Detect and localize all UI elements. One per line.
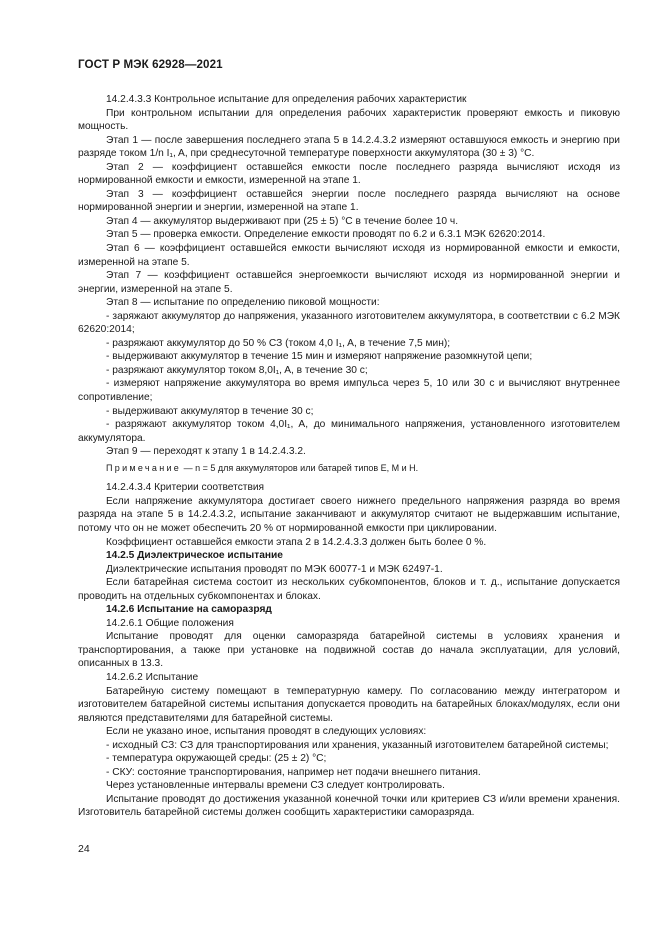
paragraph: 14.2.6.1 Общие положения [106,617,234,629]
document-body [78,93,620,820]
list-item: - разряжают аккумулятор током 8,0I₁, A, в течение 30 с; [106,364,368,376]
paragraph: Испытание проводят для оценки саморазряда батарейной системы в условиях хранения и транспортирования, а также при установке на подвижной состав до начала эксплуатации, для условий, описанных в 13.3. [78,631,620,670]
note-label: Примечание [106,462,182,473]
note-text: — n = 5 для аккумуляторов или батарей типов E, M и H. [183,462,419,473]
paragraph: 14.2.6.2 Испытание [106,671,199,683]
paragraph: Этап 9 — переходят к этапу 1 в 14.2.4.3.2. [106,446,306,458]
paragraph: Этап 1 — после завершения последнего этапа 5 в 14.2.4.3.2 измеряют оставшуюся емкость и энергию при разряде током 1/n I₁, A, при среднесуточной температуре поверхности аккумулятора (30 ± 3) °C. [78,134,620,160]
section-heading: 14.2.6 Испытание на саморазряд [106,604,272,616]
list-item: - выдерживают аккумулятор в течение 15 мин и измеряют напряжение разомкнутой цепи; [106,351,533,363]
paragraph: Если не указано иное, испытания проводят в следующих условиях: [106,726,427,738]
paragraph: Этап 5 — проверка емкости. Определение емкости проводят по 6.2 и 6.3.1 МЭК 62620:2014. [106,229,546,241]
paragraph: Батарейную систему помещают в температурную камеру. По согласованию между интегратором и изготовителем батарейной системы испытания допускается проводить на батарейных блоках/модулях, если они являются представителями для батарейной системы. [78,685,620,724]
list-item: - разряжают аккумулятор до 50 % СЗ (током 4,0 I₁, A, в течение 7,5 мин); [106,337,451,349]
paragraph: Если батарейная система состоит из нескольких субкомпонентов, блоков и т. д., испытание допускается проводить на отдельных субкомпонентах и блоках. [78,577,620,602]
paragraph: Этап 2 — коэффициент оставшейся емкости после последнего разряда вычисляют исходя из нормированной емкости и емкости, измеренной на этапе 1. [78,161,620,187]
paragraph: Этап 4 — аккумулятор выдерживают при (25 ± 5) °C в течение более 10 ч. [106,215,459,227]
list-item: - разряжают аккумулятор током 4,0I₁, A, до минимального напряжения, установленного изготовителем аккумулятора. [78,419,620,444]
paragraph: Через установленные интервалы времени СЗ следует контролировать. [106,780,445,792]
list-item: - исходный СЗ: СЗ для транспортирования или хранения, указанный изготовителем батарейной системы; [106,739,609,751]
paragraph: Испытание проводят до достижения указанной конечной точки или критериев СЗ и/или времени хранения. Изготовитель батарейной системы должен сообщить характеристики саморазряда. [78,793,620,819]
paragraph: Этап 6 — коэффициент оставшейся емкости вычисляют исходя из нормированной емкости и емкости, измеренной на этапе 5. [78,243,620,268]
paragraph: 14.2.4.3.3 Контрольное испытание для определения рабочих характеристик [106,94,467,105]
list-item: - температура окружающей среды: (25 ± 2) °C; [106,753,327,765]
list-item: - заряжают аккумулятор до напряжения, указанного изготовителем аккумулятора, в соответствии с 6.2 МЭК 62620:2014; [78,310,620,336]
note [78,462,620,476]
paragraph: При контрольном испытании для определения рабочих характеристик проверяют емкость и пиковую мощность. [78,107,620,133]
paragraph: 14.2.4.3.4 Критерии соответствия [106,482,265,494]
paragraph: Этап 7 — коэффициент оставшейся энергоемкости вычисляют исходя из нормированной энергии и энергии, измеренной на этапе 5. [78,270,620,295]
page-number: 24 [78,843,90,855]
list-item: - СКУ: состояние транспортирования, например нет подачи внешнего питания. [106,766,481,778]
list-item: - измеряют напряжение аккумулятора во время импульса через 5, 10 или 30 с и вычисляют внутреннее сопротивление; [78,378,620,404]
list-item: - выдерживают аккумулятор в течение 30 с; [106,405,314,417]
paragraph: Диэлектрические испытания проводят по МЭК 60077-1 и МЭК 62497-1. [106,563,443,575]
document-header: ГОСТ Р МЭК 62928—2021 [78,58,223,71]
paragraph: Этап 3 — коэффициент оставшейся энергии после последнего разряда вычисляют на основе нормированной энергии и энергии, измеренной на этапе 1. [78,188,620,214]
paragraph: Этап 8 — испытание по определению пиковой мощности: [106,297,380,309]
paragraph: Если напряжение аккумулятора достигает своего нижнего предельного напряжения разряда во время разряда на этапе 5 в 14.2.4.3.2, испытание заканчивают и аккумулятор считают не выдержавшим испытание, потому что он не может обеспечить 20 % от нормированной емкости при циклировании. [78,495,620,534]
paragraph: Коэффициент оставшейся емкости этапа 2 в 14.2.4.3.3 должен быть более 0 %. [106,536,487,548]
section-heading: 14.2.5 Диэлектрическое испытание [106,550,283,562]
